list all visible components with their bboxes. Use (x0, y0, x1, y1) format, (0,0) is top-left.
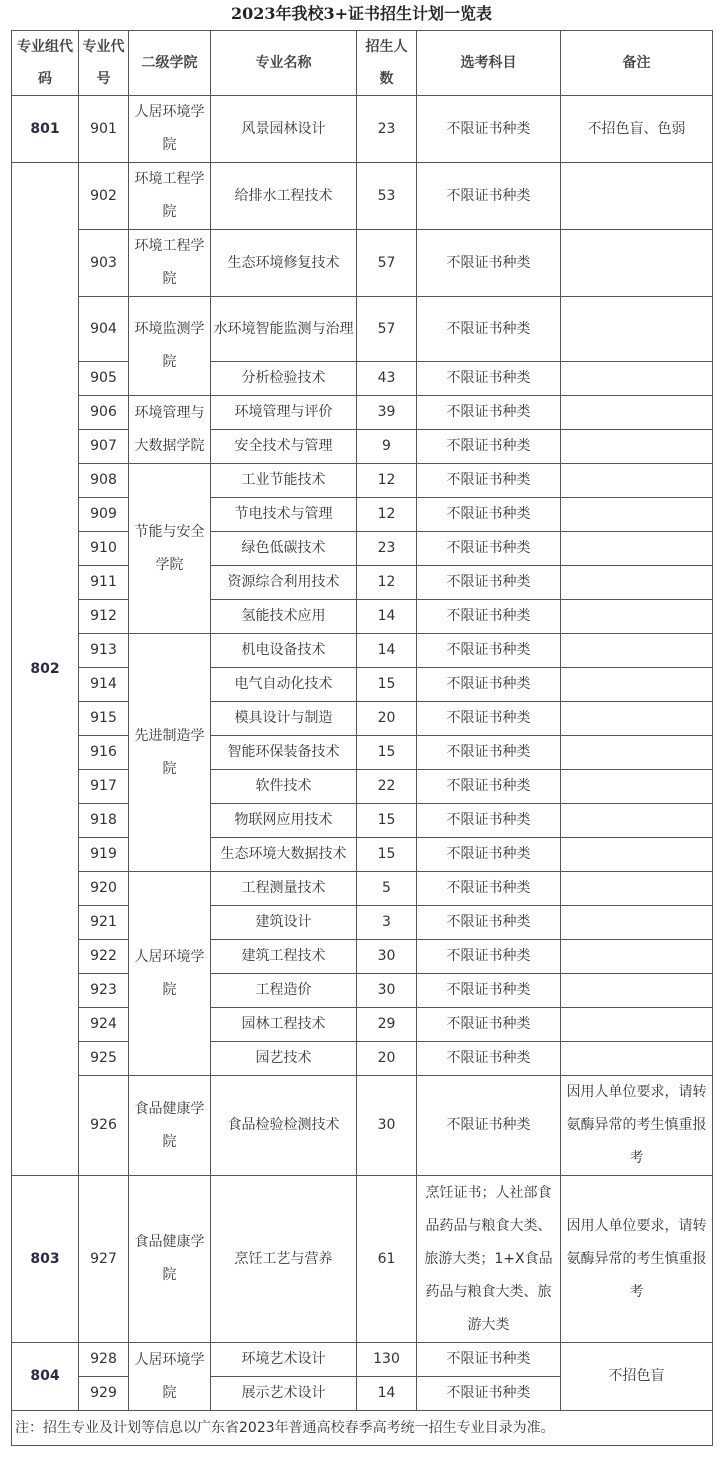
table-row (12, 634, 713, 668)
enrollment-count-cell: 57 (357, 230, 417, 297)
subject-cell: 不限证书种类 (417, 1008, 561, 1042)
subject-cell: 不限证书种类 (417, 1377, 561, 1411)
table-row (12, 804, 713, 838)
subject-cell: 不限证书种类 (417, 566, 561, 600)
college-cell: 环境监测学院 (129, 297, 211, 396)
major-id-cell: 903 (79, 230, 129, 297)
enrollment-count-cell: 30 (357, 974, 417, 1008)
subject-cell: 不限证书种类 (417, 396, 561, 430)
enrollment-count-cell: 22 (357, 770, 417, 804)
group-code-cell: 804 (12, 1343, 79, 1411)
major-name-cell: 氢能技术应用 (211, 600, 357, 634)
remark-cell (561, 940, 713, 974)
enrollment-count-cell: 29 (357, 1008, 417, 1042)
remark-cell (561, 362, 713, 396)
remark-cell (561, 1042, 713, 1076)
subject-cell: 不限证书种类 (417, 634, 561, 668)
table-row (12, 668, 713, 702)
subject-cell: 烹饪证书；人社部食品药品与粮食大类、旅游大类；1+X食品药品与粮食大类、旅游大类 (417, 1176, 561, 1343)
major-name-cell: 物联网应用技术 (211, 804, 357, 838)
major-name-cell: 节电技术与管理 (211, 498, 357, 532)
major-name-cell: 电气自动化技术 (211, 668, 357, 702)
table-row (12, 396, 713, 430)
remark-cell (561, 532, 713, 566)
enrollment-count-cell: 14 (357, 600, 417, 634)
enrollment-count-cell: 12 (357, 464, 417, 498)
page-title: 2023年我校3+证书招生计划一览表 (230, 4, 493, 23)
college-cell: 先进制造学院 (129, 634, 211, 872)
college-cell: 食品健康学院 (129, 1076, 211, 1176)
college-cell: 节能与安全学院 (129, 464, 211, 634)
major-id-cell: 913 (79, 634, 129, 668)
subject-cell: 不限证书种类 (417, 163, 561, 230)
major-id-cell: 922 (79, 940, 129, 974)
subject-cell: 不限证书种类 (417, 1076, 561, 1176)
major-id-cell: 904 (79, 297, 129, 362)
table-row (12, 1176, 713, 1343)
major-id-cell: 909 (79, 498, 129, 532)
enrollment-count-cell: 57 (357, 297, 417, 362)
enrollment-count-cell: 23 (357, 96, 417, 163)
enrollment-count-cell: 15 (357, 668, 417, 702)
major-name-cell: 展示艺术设计 (211, 1377, 357, 1411)
major-name-cell: 建筑工程技术 (211, 940, 357, 974)
college-cell: 人居环境学院 (129, 872, 211, 1076)
table-row (12, 906, 713, 940)
remark-cell (561, 974, 713, 1008)
group-code-cell: 802 (12, 163, 79, 1176)
subject-cell: 不限证书种类 (417, 532, 561, 566)
remark-cell (561, 702, 713, 736)
enrollment-count-cell: 12 (357, 498, 417, 532)
college-cell: 环境工程学院 (129, 163, 211, 230)
major-id-cell: 908 (79, 464, 129, 498)
major-name-cell: 工业节能技术 (211, 464, 357, 498)
enrollment-count-cell: 12 (357, 566, 417, 600)
subject-cell: 不限证书种类 (417, 974, 561, 1008)
remark-cell (561, 906, 713, 940)
table-row (12, 532, 713, 566)
table-row (12, 498, 713, 532)
major-id-cell: 929 (79, 1377, 129, 1411)
enrollment-count-cell: 14 (357, 634, 417, 668)
group-code-cell: 801 (12, 96, 79, 163)
college-cell: 环境工程学院 (129, 230, 211, 297)
major-id-cell: 914 (79, 668, 129, 702)
major-id-cell: 925 (79, 1042, 129, 1076)
group-code-cell: 803 (12, 1176, 79, 1343)
table-row (12, 1076, 713, 1176)
subject-cell: 不限证书种类 (417, 464, 561, 498)
major-name-cell: 生态环境大数据技术 (211, 838, 357, 872)
subject-cell: 不限证书种类 (417, 736, 561, 770)
table-row (12, 872, 713, 906)
major-name-cell: 生态环境修复技术 (211, 230, 357, 297)
enrollment-count-cell: 20 (357, 1042, 417, 1076)
subject-cell: 不限证书种类 (417, 96, 561, 163)
enrollment-count-cell: 43 (357, 362, 417, 396)
remark-cell (561, 668, 713, 702)
remark-cell (561, 804, 713, 838)
enrollment-count-cell: 14 (357, 1377, 417, 1411)
subject-cell: 不限证书种类 (417, 600, 561, 634)
remark-cell (561, 297, 713, 362)
enrollment-count-cell: 20 (357, 702, 417, 736)
table-row (12, 163, 713, 230)
remark-cell (561, 600, 713, 634)
enrollment-count-cell: 15 (357, 804, 417, 838)
remark-cell (561, 430, 713, 464)
table-row (12, 566, 713, 600)
enrollment-count-cell: 39 (357, 396, 417, 430)
remark-cell (561, 838, 713, 872)
major-name-cell: 机电设备技术 (211, 634, 357, 668)
major-name-cell: 园艺技术 (211, 1042, 357, 1076)
subject-cell: 不限证书种类 (417, 297, 561, 362)
major-name-cell: 安全技术与管理 (211, 430, 357, 464)
enrollment-count-cell: 30 (357, 1076, 417, 1176)
enrollment-count-cell: 15 (357, 736, 417, 770)
header-cell: 专业名称 (211, 31, 357, 96)
major-name-cell: 水环境智能监测与治理 (211, 297, 357, 362)
remark-cell (561, 163, 713, 230)
table-row (12, 464, 713, 498)
major-id-cell: 927 (79, 1176, 129, 1343)
major-name-cell: 园林工程技术 (211, 1008, 357, 1042)
remark-cell (561, 566, 713, 600)
table-row (12, 230, 713, 297)
major-id-cell: 917 (79, 770, 129, 804)
subject-cell: 不限证书种类 (417, 906, 561, 940)
major-name-cell: 食品检验检测技术 (211, 1076, 357, 1176)
subject-cell: 不限证书种类 (417, 838, 561, 872)
table-row (12, 838, 713, 872)
table-row (12, 1042, 713, 1076)
major-id-cell: 916 (79, 736, 129, 770)
major-name-cell: 工程造价 (211, 974, 357, 1008)
college-cell: 环境管理与大数据学院 (129, 396, 211, 464)
subject-cell: 不限证书种类 (417, 1343, 561, 1377)
major-name-cell: 烹饪工艺与营养 (211, 1176, 357, 1343)
major-id-cell: 921 (79, 906, 129, 940)
major-id-cell: 920 (79, 872, 129, 906)
remark-cell (561, 770, 713, 804)
subject-cell: 不限证书种类 (417, 498, 561, 532)
header-cell: 专业组代码 (12, 31, 79, 96)
major-id-cell: 912 (79, 600, 129, 634)
subject-cell: 不限证书种类 (417, 430, 561, 464)
enrollment-table (11, 30, 713, 1446)
subject-cell: 不限证书种类 (417, 872, 561, 906)
table-row (12, 297, 713, 362)
college-cell: 人居环境学院 (129, 96, 211, 163)
remark-cell: 因用人单位要求，请转氨酶异常的考生慎重报考 (561, 1076, 713, 1176)
remark-cell: 因用人单位要求，请转氨酶异常的考生慎重报考 (561, 1176, 713, 1343)
major-id-cell: 902 (79, 163, 129, 230)
table-row (12, 974, 713, 1008)
remark-cell (561, 736, 713, 770)
enrollment-count-cell: 30 (357, 940, 417, 974)
major-id-cell: 918 (79, 804, 129, 838)
major-name-cell: 风景园林设计 (211, 96, 357, 163)
major-name-cell: 智能环保装备技术 (211, 736, 357, 770)
table-row (12, 770, 713, 804)
subject-cell: 不限证书种类 (417, 230, 561, 297)
header-cell: 选考科目 (417, 31, 561, 96)
major-id-cell: 915 (79, 702, 129, 736)
major-name-cell: 环境艺术设计 (211, 1343, 357, 1377)
table-row (12, 600, 713, 634)
header-cell: 二级学院 (129, 31, 211, 96)
header-cell: 备注 (561, 31, 713, 96)
enrollment-count-cell: 23 (357, 532, 417, 566)
subject-cell: 不限证书种类 (417, 1042, 561, 1076)
college-cell: 人居环境学院 (129, 1343, 211, 1411)
major-id-cell: 928 (79, 1343, 129, 1377)
major-id-cell: 901 (79, 96, 129, 163)
table-row (12, 430, 713, 464)
table-row (12, 1008, 713, 1042)
subject-cell: 不限证书种类 (417, 702, 561, 736)
college-cell: 食品健康学院 (129, 1176, 211, 1343)
remark-cell (561, 498, 713, 532)
major-name-cell: 环境管理与评价 (211, 396, 357, 430)
remark-cell (561, 1008, 713, 1042)
subject-cell: 不限证书种类 (417, 770, 561, 804)
remark-cell (561, 464, 713, 498)
remark-cell (561, 872, 713, 906)
major-id-cell: 907 (79, 430, 129, 464)
major-name-cell: 模具设计与制造 (211, 702, 357, 736)
subject-cell: 不限证书种类 (417, 940, 561, 974)
table-row (12, 940, 713, 974)
remark-cell (561, 396, 713, 430)
header-cell: 招生人数 (357, 31, 417, 96)
table-row (12, 702, 713, 736)
major-name-cell: 工程测量技术 (211, 872, 357, 906)
enrollment-count-cell: 3 (357, 906, 417, 940)
remark-cell (561, 230, 713, 297)
enrollment-count-cell: 9 (357, 430, 417, 464)
major-id-cell: 923 (79, 974, 129, 1008)
footnote-row (12, 1411, 713, 1446)
enrollment-count-cell: 130 (357, 1343, 417, 1377)
remark-cell: 不招色盲 (561, 1343, 713, 1411)
remark-cell (561, 634, 713, 668)
table-header-row (12, 31, 713, 96)
subject-cell: 不限证书种类 (417, 362, 561, 396)
table-row (12, 362, 713, 396)
major-id-cell: 911 (79, 566, 129, 600)
enrollment-count-cell: 61 (357, 1176, 417, 1343)
table-row (12, 736, 713, 770)
major-name-cell: 资源综合利用技术 (211, 566, 357, 600)
major-id-cell: 926 (79, 1076, 129, 1176)
major-id-cell: 910 (79, 532, 129, 566)
major-name-cell: 软件技术 (211, 770, 357, 804)
table-row (12, 1343, 713, 1377)
header-cell: 专业代号 (79, 31, 129, 96)
table-row (12, 96, 713, 163)
subject-cell: 不限证书种类 (417, 668, 561, 702)
enrollment-count-cell: 5 (357, 872, 417, 906)
major-name-cell: 分析检验技术 (211, 362, 357, 396)
major-name-cell: 建筑设计 (211, 906, 357, 940)
major-id-cell: 924 (79, 1008, 129, 1042)
major-name-cell: 给排水工程技术 (211, 163, 357, 230)
footnote: 注：招生专业及计划等信息以广东省2023年普通高校春季高考统一招生专业目录为准。 (12, 1411, 713, 1446)
enrollment-count-cell: 15 (357, 838, 417, 872)
subject-cell: 不限证书种类 (417, 804, 561, 838)
major-id-cell: 906 (79, 396, 129, 430)
remark-cell: 不招色盲、色弱 (561, 96, 713, 163)
major-name-cell: 绿色低碳技术 (211, 532, 357, 566)
enrollment-count-cell: 53 (357, 163, 417, 230)
major-id-cell: 919 (79, 838, 129, 872)
major-id-cell: 905 (79, 362, 129, 396)
